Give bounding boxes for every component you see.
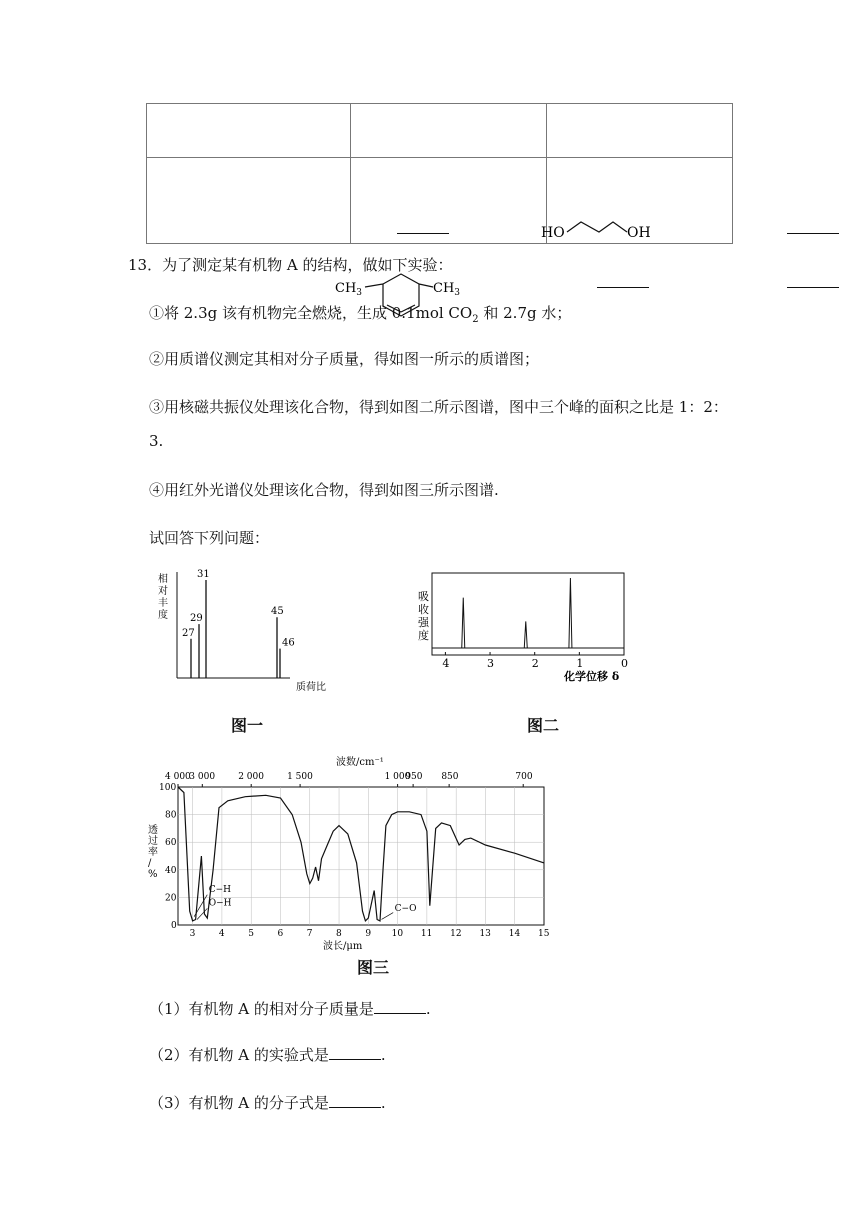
fig1-bar-label: 31 [197, 569, 210, 580]
fig3-top-tick: 1 000 [384, 772, 411, 782]
fig1-ylabel-char: 相 [158, 574, 168, 585]
ch3-left-label: $CH_3$ [334, 280, 362, 298]
fig2-ylabel-char: 度 [418, 629, 429, 642]
fig3-ylabel-char: 过 [148, 836, 158, 847]
fig3-caption: 图三 [357, 958, 390, 977]
fig3-top-tick: 700 [515, 772, 533, 782]
fig2-tick-label: 2 [531, 657, 539, 670]
fig3-top-tick: 2 000 [238, 772, 264, 782]
co2-subscript: 2 [472, 314, 479, 325]
fig3-y-tick: 0 [171, 921, 177, 931]
fig2-ylabel-char: 强 [418, 616, 429, 629]
answer-blank[interactable] [374, 999, 426, 1014]
answer-blank[interactable] [329, 1045, 381, 1060]
fig3-x-tick: 10 [391, 929, 404, 939]
fig3-x-tick: 14 [508, 929, 521, 939]
fig3-ylabel-char: / [148, 858, 152, 869]
fig2-spectrum-line [432, 578, 624, 648]
period: . [380, 1094, 386, 1112]
ethylene-glycol-structure [537, 212, 657, 252]
fig1-bar-label: 46 [282, 637, 295, 649]
step-3-continued: 3. [149, 432, 164, 450]
fig3-x-tick: 9 [365, 929, 372, 939]
fig3-x-tick: 12 [450, 929, 462, 939]
fig2-ylabel [418, 590, 430, 642]
fig3-x-tick: 15 [538, 929, 550, 939]
fig3-ylabel-char: % [148, 869, 158, 880]
fig3-top-tick: 3 000 [189, 772, 216, 782]
answer-blank[interactable] [329, 1093, 381, 1108]
fig3-x-tick: 6 [277, 929, 284, 939]
prompt: 试回答下列问题： [149, 529, 270, 547]
fig1-ylabel-char: 度 [158, 610, 168, 621]
fig1-ylabel-char: 对 [158, 586, 168, 597]
fig3-y-tick: 100 [159, 783, 177, 793]
fig3-x-tick: 7 [306, 929, 313, 939]
fig2-tick-label: 0 [621, 657, 628, 670]
fig1-ylabel-char: 丰 [158, 598, 168, 609]
period: . [380, 1046, 386, 1064]
nmr-spectrum-chart [416, 570, 636, 685]
step-1-text-end: 和 2.7g 水； [478, 304, 572, 322]
fig2-ylabel-char: 吸 [418, 590, 429, 603]
mass-spectrum-chart [150, 568, 370, 698]
answer-blank [397, 233, 449, 234]
fig3-annotation-ch: C−H [208, 884, 232, 895]
table-cell [147, 104, 351, 158]
step-4: ④用红外光谱仪处理该化合物，得到如图三所示图谱. [149, 481, 499, 499]
table-cell [351, 158, 547, 244]
fig3-y-tick: 60 [165, 838, 177, 849]
step-3: ③用核磁共振仪处理该化合物，得到如图二所示图谱，图中三个峰的面积之比是 1：2： [149, 398, 728, 416]
oh-label: OH [626, 224, 651, 241]
table-cell [547, 104, 733, 158]
fig1-bar-label: 45 [271, 606, 284, 618]
ch3-right-label: $CH_3$ [432, 280, 460, 298]
step-1-text: ①将 2.3g 该有机物完全燃烧，生成 0.1mol CO [149, 304, 473, 322]
fig3-x-tick: 5 [248, 929, 254, 939]
fig3-y-tick: 20 [165, 893, 177, 904]
answer-blank [597, 287, 649, 288]
fig3-ylabel-char: 透 [148, 825, 158, 836]
table-cell [351, 104, 651, 241]
fig3-y-tick: 80 [165, 810, 177, 821]
fig3-top-tick: 850 [441, 772, 459, 782]
fig3-y-tick: 40 [165, 865, 177, 876]
fig1-bar-label: 27 [182, 627, 195, 639]
fig2-caption: 图二 [527, 716, 560, 735]
fig2-xlabel: 化学位移 δ [564, 670, 620, 683]
fig2-tick-label: 3 [487, 657, 495, 670]
fig1-ylabel [158, 572, 168, 621]
answer-1-text: （1）有机物 A 的相对分子质量是 [149, 1000, 374, 1018]
fig3-xlabel: 波长/μm [323, 941, 363, 952]
answer-3 [149, 1092, 386, 1113]
ho-label: HO [540, 224, 565, 241]
answer-2 [149, 1044, 386, 1065]
fig3-spectrum-line [178, 787, 544, 921]
fig3-top-label: 波数/cm⁻¹ [336, 757, 384, 768]
period: . [425, 1000, 431, 1018]
fig3-x-tick: 13 [479, 929, 491, 939]
fig3-annotation-co: C−O [394, 904, 417, 915]
fig2-tick-label: 4 [442, 657, 450, 670]
fig3-ylabel [148, 824, 158, 880]
step-2: ②用质谱仪测定其相对分子质量，得如图一所示的质谱图； [149, 350, 540, 368]
fig3-top-tick: 4 000 [165, 772, 191, 782]
answer-2-text: （2）有机物 A 的实验式是 [149, 1046, 329, 1064]
answer-3-text: （3）有机物 A 的分子式是 [149, 1094, 329, 1112]
fig3-x-tick: 11 [420, 929, 433, 939]
fig3-top-tick: 950 [405, 772, 423, 782]
answer-blank [787, 233, 839, 234]
fig3-annotation-oh: O−H [208, 898, 232, 909]
fig2-tick-label: 1 [576, 657, 584, 670]
fig3-x-tick: 4 [218, 929, 225, 939]
fig1-caption: 图一 [231, 716, 264, 735]
fig3-top-tick: 1 500 [287, 772, 313, 782]
step-1 [149, 302, 571, 325]
fig3-ylabel-char: 率 [148, 847, 158, 858]
fig1-xlabel: 质荷比 [296, 682, 326, 693]
ir-spectrum-chart [140, 755, 560, 955]
fig3-x-tick: 3 [189, 929, 196, 939]
fig2-ylabel-char: 收 [418, 603, 429, 616]
answer-1 [149, 998, 431, 1019]
answer-blank [787, 287, 839, 288]
fig3-x-tick: 8 [336, 929, 342, 939]
question-title: 13．为了测定某有机物 A 的结构，做如下实验： [128, 256, 453, 274]
fig1-bar-label: 29 [190, 613, 203, 625]
